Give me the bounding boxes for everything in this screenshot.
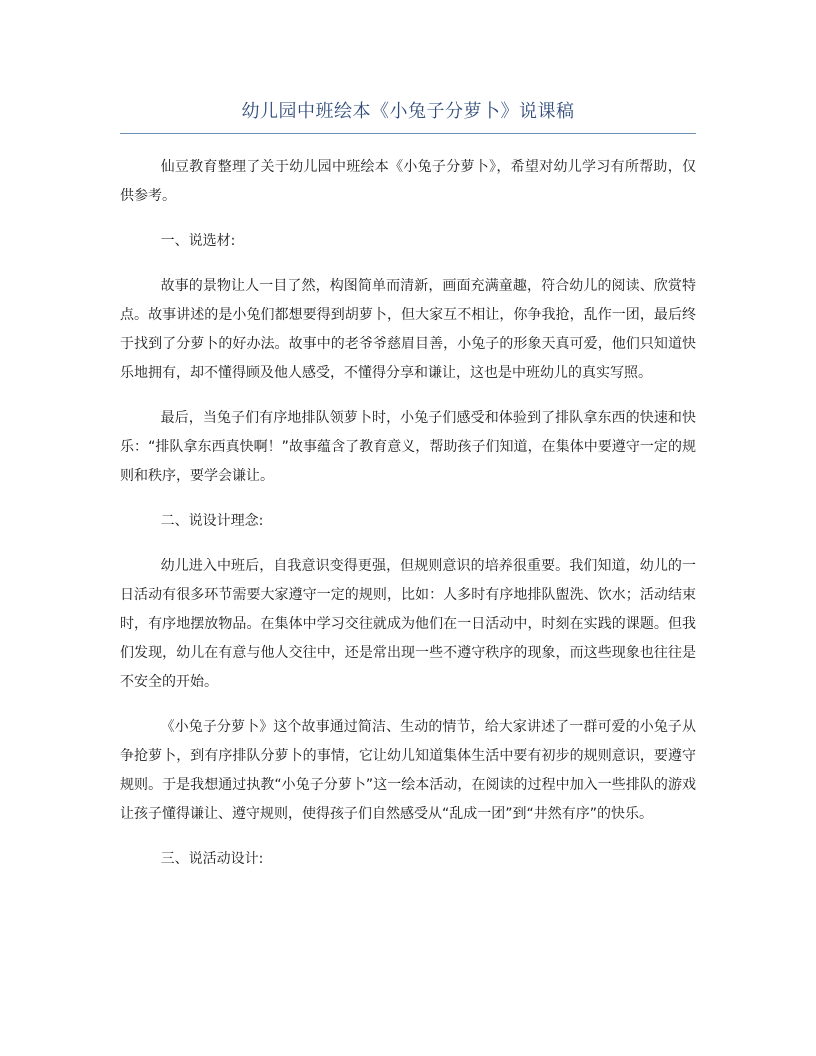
document-title: 幼儿园中班绘本《小兔子分萝卜》说课稿	[241, 101, 575, 122]
body-paragraph: 最后，当兔子们有序地排队领萝卜时，小兔子们感受和体验到了排队拿东西的快速和快乐：“排队拿东西真快啊！”故事蕴含了教育意义，帮助孩子们知道，在集体中要遵守一定的规则和秩序，要学会谦让。	[120, 410, 696, 484]
section-heading-design-concept: 二、说设计理念:	[160, 513, 264, 529]
section-heading-activity-design: 三、说活动设计:	[160, 851, 264, 867]
section-heading-material: 一、说选材:	[160, 233, 236, 249]
body-paragraph: 故事的景物让人一目了然，构图简单而清新，画面充满童趣，符合幼儿的阅读、欣赏特点。故事讲述的是小兔们都想要得到胡萝卜，但大家互不相让，你争我抢，乱作一团，最后终于找到了分萝卜的好办法。故事中的老爷爷慈眉目善，小兔子的形象天真可爱，他们只知道快乐地拥有，却不懂得顾及他人感受，不懂得分享和谦让，这也是中班幼儿的真实写照。	[120, 278, 696, 381]
title-divider	[120, 133, 696, 134]
intro-paragraph: 仙豆教育整理了关于幼儿园中班绘本《小兔子分萝卜》，希望对幼儿学习有所帮助，仅供参考。	[120, 159, 696, 204]
body-paragraph: 《小兔子分萝卜》这个故事通过简洁、生动的情节，给大家讲述了一群可爱的小兔子从争抢萝卜，到有序排队分萝卜的事情，它让幼儿知道集体生活中要有初步的规则意识，要遵守规则。于是我想通过执教“小兔子分萝卜”这一绘本活动，在阅读的过程中加入一些排队的游戏让孩子懂得谦让、遵守规则，使得孩子们自然感受从“乱成一团”到“井然有序”的快乐。	[120, 719, 696, 822]
body-paragraph: 幼儿进入中班后，自我意识变得更强，但规则意识的培养很重要。我们知道，幼儿的一日活动有很多环节需要大家遵守一定的规则，比如：人多时有序地排队盥洗、饮水；活动结束时，有序地摆放物品。在集体中学习交往就成为他们在一日活动中，时刻在实践的课题。但我们发现，幼儿在有意与他人交往中，还是常出现一些不遵守秩序的现象，而这些现象也往往是不安全的开始。	[120, 558, 696, 690]
document-body	[120, 153, 696, 890]
